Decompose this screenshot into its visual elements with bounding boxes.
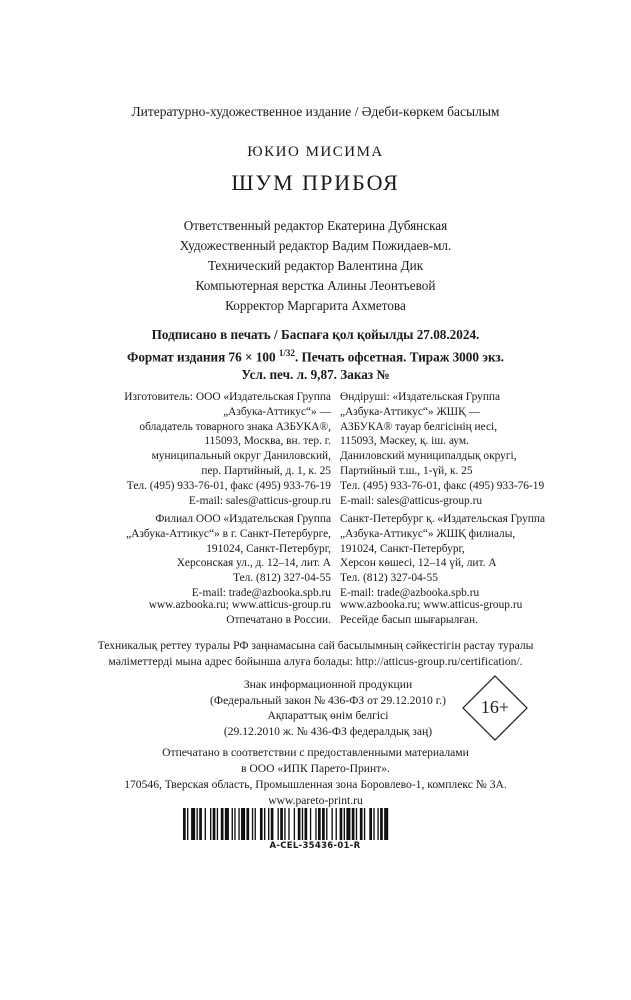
barcode-bar — [271, 808, 274, 840]
format-suffix: . Печать офсетная. Тираж 3000 экз. — [294, 349, 504, 365]
barcode-bar — [241, 808, 245, 840]
age-rating-text: 16+ — [480, 697, 510, 717]
text-line: 191024, Санкт-Петербург, — [340, 542, 465, 555]
barcode-bar — [260, 808, 263, 840]
text-line: пер. Партийный, д. 1, к. 25 — [201, 464, 331, 477]
text-line: Филиал ООО «Издательская Группа — [155, 513, 331, 525]
barcode-bar — [264, 808, 265, 840]
text-line: Херсон көшесі, 12–14 үй, лит. А — [340, 557, 497, 570]
barcode-label: A-CEL-35436-01-R — [269, 841, 361, 851]
text-line: Знак информационной продукции — [243, 678, 413, 691]
website-line: www.pareto-print.ru — [268, 794, 363, 807]
barcode-bar — [340, 808, 343, 840]
website-line: www.azbooka.ru; www.atticus-group.ru — [148, 599, 331, 611]
text-line: АЗБУКА® тауар белгісінің иесі, — [340, 420, 498, 433]
text-line: мәліметтерді мына адрес бойынша алуға болады: http://atticus-group.ru/certification/. — [108, 655, 523, 668]
barcode-bar — [183, 808, 186, 840]
text-line: Партийный т.ш., 1-үй, к. 25 — [340, 464, 473, 477]
barcode-bar — [246, 808, 249, 840]
credit-line: Компьютерная верстка Алины Леонтьевой — [195, 278, 436, 293]
barcode-bar — [384, 808, 388, 840]
barcode-bar — [210, 808, 211, 840]
format-prefix: Формат издания 76 × 100 — [127, 349, 279, 365]
text-line: „Азбука-Аттикус“» ЖШҚ — — [340, 405, 481, 418]
print-details — [0, 326, 631, 384]
text-line: Даниловский муниципалдық округі, — [340, 450, 517, 463]
text-line: Өндіруші: «Издательская Группа — [340, 391, 501, 403]
barcode-bar — [268, 808, 269, 840]
barcode-bar — [288, 808, 289, 840]
text-line: Отпечатано в России. — [226, 613, 331, 626]
barcode-bar — [322, 808, 325, 840]
barcode-bar — [344, 808, 345, 840]
barcode-bar — [377, 808, 378, 840]
author-name: ЮКИО МИСИМА — [247, 144, 384, 160]
barcode-bar — [298, 808, 301, 840]
barcode-bar — [315, 808, 316, 840]
barcode-bar — [294, 808, 295, 840]
email-line: E-mail: trade@azbooka.spb.ru — [340, 586, 480, 599]
text-line: Тел. (812) 327-04-55 — [340, 572, 438, 585]
branch-block-kz — [340, 512, 620, 601]
text-line: Ресейде басып шығарылған. — [340, 613, 478, 626]
email-line: E-mail: trade@azbooka.spb.ru — [191, 586, 331, 599]
text-line: Техникалық реттеу туралы РФ заңнамасына сай басылымның сәйкестігін растау туралы — [97, 639, 534, 652]
manufacturer-block-kz — [340, 390, 620, 508]
barcode-bar — [326, 808, 327, 840]
text-line: Тел. (495) 933-76-01, факс (495) 933-76-19 — [126, 479, 331, 492]
barcode-bar — [360, 808, 363, 840]
email-line: E-mail: sales@atticus-group.ru — [340, 494, 483, 507]
barcode-bar — [213, 808, 216, 840]
barcode-bar — [255, 808, 256, 840]
barcode-bar — [356, 808, 357, 840]
credit-line: Художественный редактор Вадим Пожидаев-мл. — [179, 238, 452, 253]
credit-line: Ответственный редактор Екатерина Дубянская — [183, 218, 448, 233]
barcode-bar — [238, 808, 239, 840]
text-line: 170546, Тверская область, Промышленная зона Боровлево-1, комплекс № 3А. — [124, 778, 507, 791]
text-line: „Азбука-Аттикус“» — — [223, 405, 331, 418]
barcode-bar — [318, 808, 321, 840]
credit-line: Корректор Маргарита Ахметова — [225, 298, 406, 313]
text-line: Тел. (495) 933-76-01, факс (495) 933-76-19 — [340, 479, 545, 492]
format-line — [0, 344, 631, 366]
text-line: обладатель товарного знака АЗБУКА®, — [139, 420, 331, 433]
text-line: Санкт-Петербург қ. «Издательская Группа — [340, 513, 546, 525]
barcode-bar — [346, 808, 350, 840]
barcode-bar — [352, 808, 355, 840]
age-rating-badge — [462, 675, 528, 741]
barcode-bar — [232, 808, 233, 840]
text-line: „Азбука-Аттикус“» в г. Санкт-Петербурге, — [126, 527, 331, 540]
barcode-image — [183, 808, 447, 840]
barcode-bar — [187, 808, 188, 840]
certification-note — [0, 638, 631, 670]
info-product-sign — [178, 677, 478, 739]
text-line: Тел. (812) 327-04-55 — [233, 572, 331, 585]
edition-type: Литературно-художественное издание / Әдеби-көркем басылым — [131, 104, 500, 119]
barcode-bar — [380, 808, 383, 840]
barcode-bar — [369, 808, 372, 840]
text-line: „Азбука-Аттикус“» ЖШҚ филиалы, — [340, 527, 516, 540]
format-fraction: 1/32 — [278, 348, 295, 358]
barcode-bar — [221, 808, 224, 840]
sheets-order: Усл. печ. л. 9,87. Заказ № — [241, 367, 390, 383]
text-line: Херсонская ул., д. 12–14, лит. А — [176, 557, 331, 570]
barcode-bar — [199, 808, 202, 840]
barcode-bar — [252, 808, 253, 840]
web-block-ru — [61, 598, 331, 628]
barcode-bar — [364, 808, 365, 840]
barcode-bar — [278, 808, 279, 840]
credit-line: Технический редактор Валентина Дик — [207, 258, 424, 273]
text-line: (Федеральный закон № 436-ФЗ от 29.12.2010 г.) — [210, 693, 446, 707]
barcode-bar — [234, 808, 235, 840]
text-line: муниципальный округ Даниловский, — [151, 450, 331, 463]
book-title: ШУМ ПРИБОЯ — [231, 170, 400, 195]
text-line: Изготовитель: ООО «Издательская Группа — [124, 391, 331, 403]
barcode-bar — [225, 808, 229, 840]
manufacturer-block-ru — [61, 390, 331, 508]
web-block-kz — [340, 598, 620, 628]
text-line: 115093, Мәскеу, қ. іш. аум. — [340, 435, 469, 448]
printer-info — [0, 745, 631, 809]
barcode-bar — [191, 808, 195, 840]
text-line: 191024, Санкт-Петербург, — [206, 542, 331, 555]
text-line: Отпечатано в соответствии с предоставленными материалами — [162, 746, 469, 759]
barcode-bar — [280, 808, 283, 840]
barcode-bar — [302, 808, 303, 840]
text-line: (29.12.2010 ж. № 436-ФЗ федералдық заң) — [223, 724, 433, 738]
barcode-bar — [310, 808, 311, 840]
barcode-bar — [305, 808, 308, 840]
text-line: 115093, Москва, вн. тер. г. — [204, 435, 331, 448]
text-line: Ақпараттық өнім белгісі — [267, 709, 389, 723]
barcode-bar — [336, 808, 337, 840]
barcode-bar — [197, 808, 198, 840]
barcode-bar — [284, 808, 285, 840]
editorial-credits — [0, 216, 631, 316]
website-line: www.azbooka.ru; www.atticus-group.ru — [340, 599, 523, 611]
email-line: E-mail: sales@atticus-group.ru — [188, 494, 331, 507]
barcode-bar — [217, 808, 218, 840]
barcode-bar — [332, 808, 333, 840]
signed-date: Подписано в печать / Баспаға қол қойылды 27.08.2024. — [151, 327, 480, 342]
barcode-bar — [373, 808, 374, 840]
branch-block-ru — [61, 512, 331, 601]
text-line: в ООО «ИПК Парето-Принт». — [241, 762, 390, 775]
barcode-bar — [205, 808, 206, 840]
